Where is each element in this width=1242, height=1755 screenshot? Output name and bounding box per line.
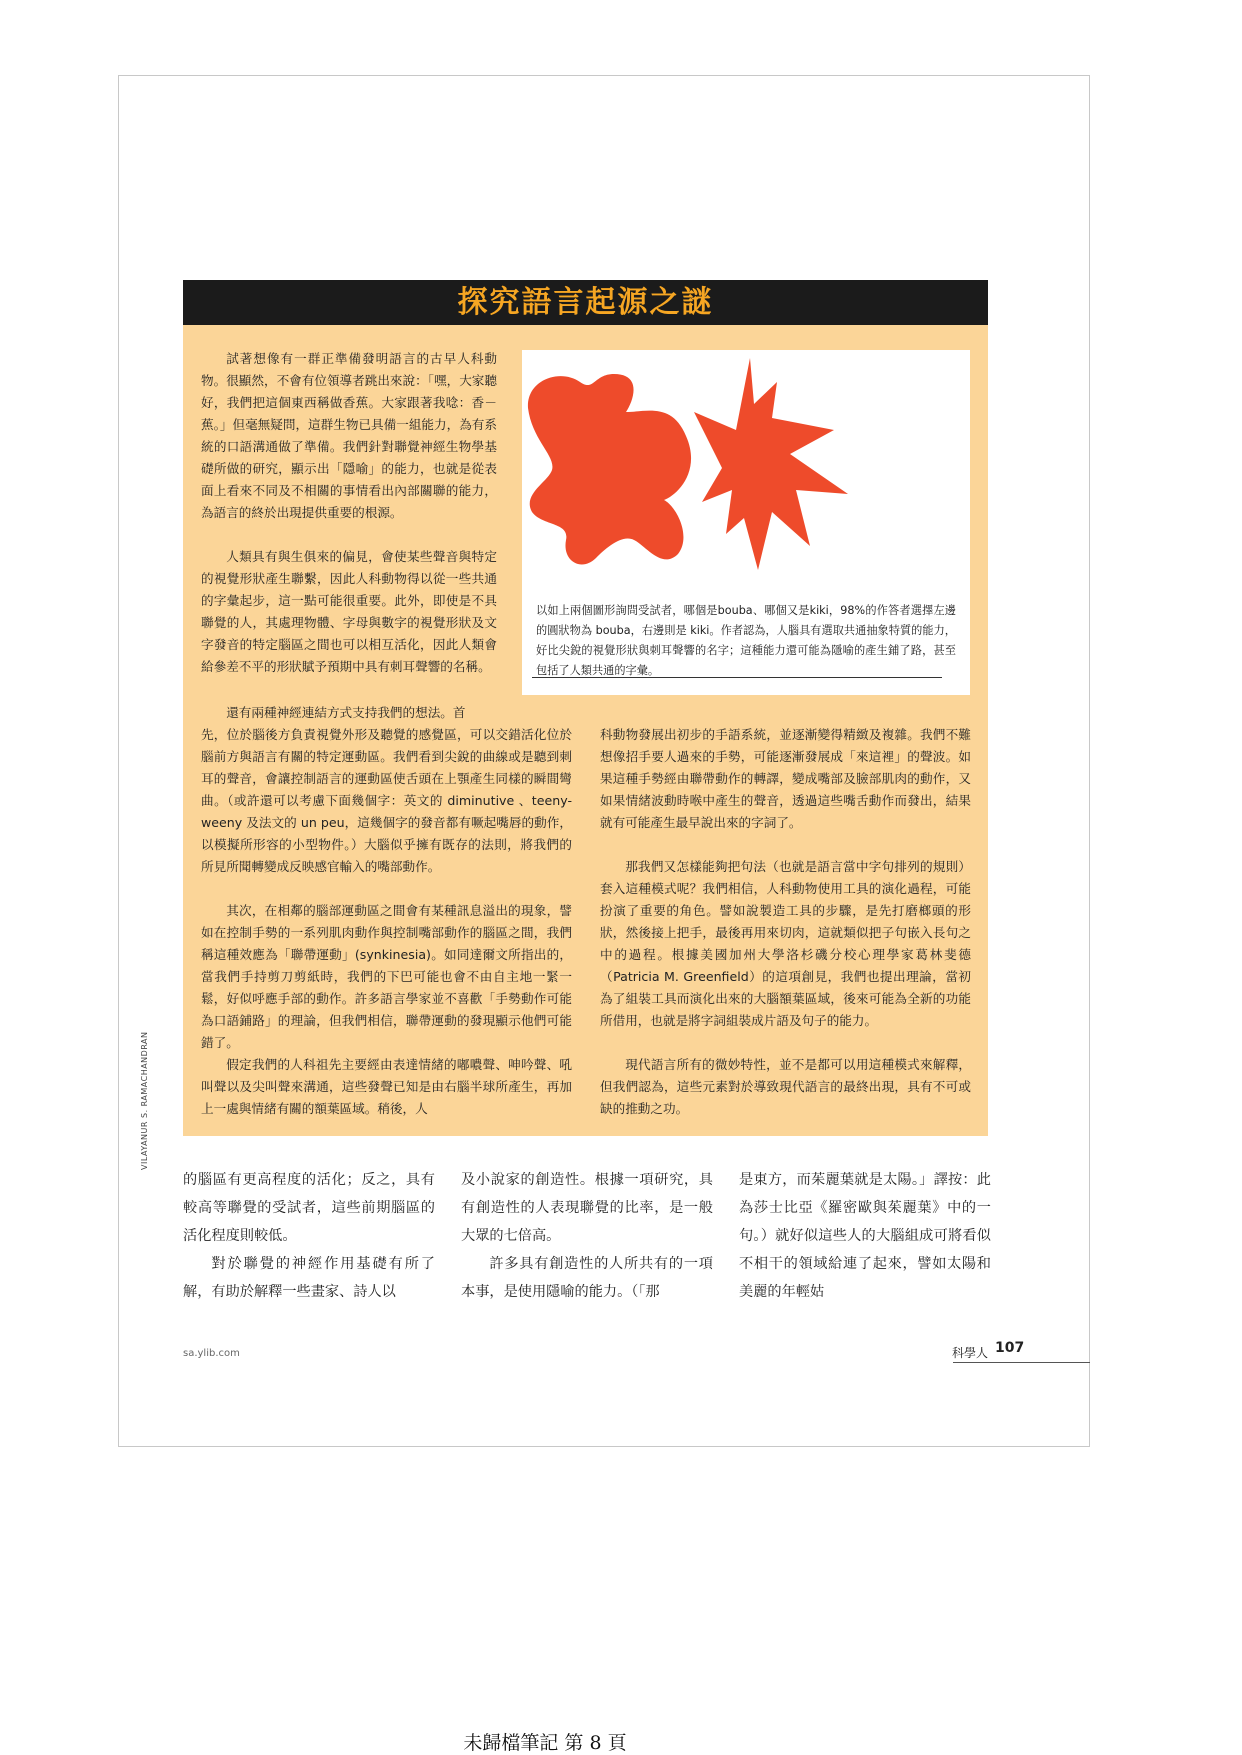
publication-name: 科學人 [952,1346,989,1360]
page-number: 107 [995,1340,1025,1356]
main-paragraph: 的腦區有更高程度的活化；反之，具有較高等聯覺的受試者，這些前期腦區的活化程度則較低。 [183,1172,435,1244]
sidebar-paragraph: 其次，在相鄰的腦部運動區之間會有某種訊息溢出的現象，譬如在控制手勢的一系列肌肉動作與控制嘴部動作的腦區之間，我們稱這種效應為「聯帶運動」(synkinesia)。如同達爾文所指出的，當我們手持剪刀剪紙時，我們的下巴可能也會不由自主地一緊一鬆，好似呼應手部的動作。許多語言學家並不喜歡「手勢動作可能為口語鋪路」的理論，但我們相信，聯帶運動的發現顯示他們可能錯了。 [201,903,572,1050]
sidebar-paragraph: 現代語言所有的微妙特性，並不是都可以用這種模式來解釋，但我們認為，這些元素對於導致現代語言的最終出現，具有不可或缺的推動之功。 [600,1057,971,1116]
sidebar-paragraph: 人類具有與生俱來的偏見，會使某些聲音與特定的視覺形狀產生聯繫，因此人科動物得以從一些共通的字彙起步，這一點可能很重要。此外，即使是不具聯覺的人，其處理物體、字母與數字的視覺形狀及文字發音的特定腦區之間也可以相互活化，因此人類會給參差不平的形狀賦予預期中具有刺耳聲響的名稱。 [201,549,497,674]
main-paragraph: 是東方，而茱麗葉就是太陽。」譯按：此為莎士比亞《羅密歐與茱麗葉》中的一句。）就好似這些人的大腦組成可將看似不相干的領域給連了起來，譬如太陽和美麗的年輕姑 [739,1172,991,1300]
main-paragraph: 及小說家的創造性。根據一項研究，具有創造性的人表現聯覺的比率，是一般大眾的七倍高。 [461,1172,713,1244]
main-column-3 [739,1166,991,1306]
bouba-kiki-figure [522,350,970,695]
main-column-1 [183,1166,435,1306]
footer-rule [953,1362,1090,1363]
photo-credit: VILAYANUR S. RAMACHANDRAN [140,1031,149,1170]
sidebar-paragraph: 試著想像有一群正準備發明語言的古早人科動物。很顯然，不會有位領導者跳出來說：「嘿，大家聽好，我們把這個東西稱做香蕉。大家跟著我唸：香－蕉。」但毫無疑問，這群生物已具備一組能力，為有系統的口語溝通做了準備。我們針對聯覺神經生物學基礎所做的研究，顯示出「隱喻」的能力，也就是從表面上看來不同及不相關的事情看出內部關聯的能力，為語言的終於出現提供重要的根源。 [201,351,497,520]
figure-caption: 以如上兩個圖形詢問受試者，哪個是bouba、哪個又是kiki，98%的作答者選擇左邊的圓狀物為 bouba，右邊則是 kiki。作者認為，人腦具有選取共通抽象特質的能力，好比尖銳的視覺形狀與刺耳聲響的名字；這種能力還可能為隱喻的產生鋪了路，甚至包括了人類共通的字彙。 [536,604,956,677]
main-paragraph: 許多具有創造性的人所共有的一項本事，是使用隱喻的能力。（「那 [461,1256,713,1300]
sidebar-paragraph: 科動物發展出初步的手語系統，並逐漸變得精緻及複雜。我們不難想像招手要人過來的手勢，可能逐漸發展成「來這裡」的聲波。如果這種手勢經由聯帶動作的轉譯，變成嘴部及臉部肌肉的動作，又如果情緒波動時喉中產生的聲音，透過這些嘴舌動作而發出，結果就有可能產生最早說出來的字詞了。 [600,727,971,830]
sidebar-title: 探究語言起源之謎 [183,280,988,325]
sidebar-paragraph: 假定我們的人科祖先主要經由表達情緒的嘟噥聲、呻吟聲、吼叫聲以及尖叫聲來溝通，這些發聲已知是由右腦半球所產生，再加上一處與情緒有關的額葉區域。稍後，人 [201,1057,572,1116]
site-url: sa.ylib.com [183,1348,240,1359]
sidebar-paragraph: 那我們又怎樣能夠把句法（也就是語言當中字句排列的規則）套入這種模式呢？我們相信，人科動物使用工具的演化過程，可能扮演了重要的角色。譬如說製造工具的步驟，是先打磨榔頭的形狀，然後接上把手，最後再用來切肉，這就類似把子句嵌入長句之中的過程。根據美國加州大學洛杉磯分校心理學家葛林斐德（Patricia M. Greenfield）的這項創見，我們也提出理論，當初為了組裝工具而演化出來的大腦額葉區域，後來可能為全新的功能所借用，也就是將字詞組裝成片語及句子的能力。 [600,859,971,1028]
caption-divider [532,677,942,678]
main-column-2 [461,1166,713,1306]
sidebar-paragraph: 先，位於腦後方負責視覺外形及聽覺的感覺區，可以交錯活化位於腦前方與語言有關的特定運動區。我們看到尖銳的曲線或是聽到刺耳的聲音，會讓控制語言的運動區使舌頭在上顎產生同樣的瞬間彎曲。（或許還可以考慮下面幾個字：英文的 diminutive 、teeny-weeny 及法文的 un peu，這幾個字的發音都有噘起嘴唇的動作，以模擬所形容的小型物件。）大腦似乎擁有既存的法則，將我們的所見所聞轉變成反映感官輸入的嘴部動作。 [201,727,572,874]
main-paragraph: 對於聯覺的神經作用基礎有所了解，有助於解釋一些畫家、詩人以 [183,1256,435,1300]
bouba-shape [528,374,691,564]
kiki-shape [694,358,848,570]
document-footer: 未歸檔筆記 第 8 頁 [463,1732,627,1754]
sidebar-paragraph: 還有兩種神經連結方式支持我們的想法。首 [226,705,466,720]
